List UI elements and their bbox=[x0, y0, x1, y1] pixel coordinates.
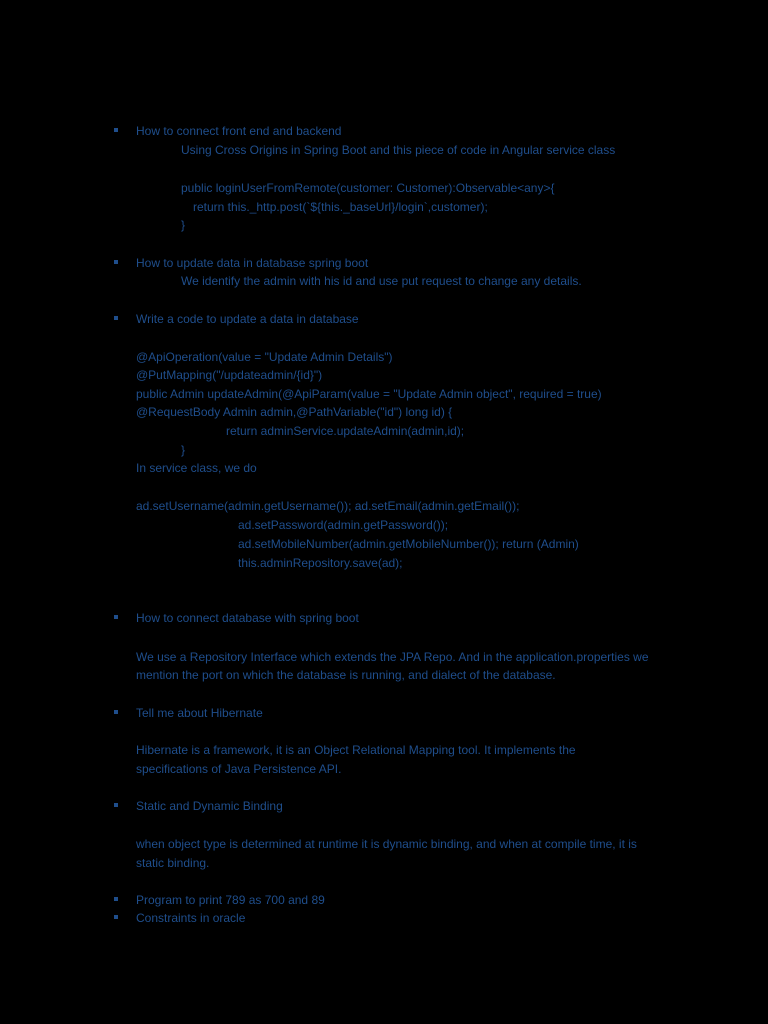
code-line: this.adminRepository.save(ad); bbox=[238, 556, 403, 570]
question-heading: How to update data in database spring boot bbox=[136, 256, 369, 270]
code-line: } bbox=[181, 443, 186, 457]
code-line: ad.setUsername(admin.getUsername()); ad.setEmail(admin.getEmail()); bbox=[136, 499, 520, 513]
code-line: public loginUserFromRemote(customer: Customer):Observable<any>{ bbox=[181, 181, 555, 195]
question-heading: Program to print 789 as 700 and 89 bbox=[136, 893, 325, 907]
question-heading: Static and Dynamic Binding bbox=[136, 799, 283, 813]
bullet-marker bbox=[114, 710, 118, 714]
answer-line: In service class, we do bbox=[136, 461, 257, 475]
answer-line: specifications of Java Persistence API. bbox=[136, 762, 342, 776]
answer-line: mention the port on which the database is running, and dialect of the database. bbox=[136, 668, 556, 682]
code-line: @PutMapping("/updateadmin/{id}") bbox=[136, 368, 323, 382]
question-heading: How to connect database with spring boot bbox=[136, 611, 359, 625]
answer-line: Using Cross Origins in Spring Boot and this piece of code in Angular service class bbox=[181, 143, 616, 157]
bullet-marker bbox=[114, 615, 118, 619]
code-line: ad.setPassword(admin.getPassword()); bbox=[238, 518, 449, 532]
question-heading: How to connect front end and backend bbox=[136, 124, 342, 138]
bullet-marker bbox=[114, 260, 118, 264]
answer-line: when object type is determined at runtime it is dynamic binding, and when at compile time, it is bbox=[136, 837, 637, 851]
question-heading: Constraints in oracle bbox=[136, 911, 246, 925]
bullet-marker bbox=[114, 915, 118, 919]
code-line: @ApiOperation(value = "Update Admin Details") bbox=[136, 350, 393, 364]
question-heading: Write a code to update a data in database bbox=[136, 312, 359, 326]
answer-line: We use a Repository Interface which extends the JPA Repo. And in the application.properties we bbox=[136, 650, 649, 664]
bullet-marker bbox=[114, 316, 118, 320]
answer-line: We identify the admin with his id and use put request to change any details. bbox=[181, 274, 582, 288]
answer-line: static binding. bbox=[136, 856, 210, 870]
code-line: public Admin updateAdmin(@ApiParam(value = "Update Admin object", required = true) bbox=[136, 387, 602, 401]
code-line: @RequestBody Admin admin,@PathVariable("id") long id) { bbox=[136, 405, 453, 419]
code-line: return this._http.post(`${this._baseUrl}/login`,customer); bbox=[193, 200, 488, 214]
bullet-marker bbox=[114, 128, 118, 132]
question-heading: Tell me about Hibernate bbox=[136, 706, 263, 720]
answer-line: Hibernate is a framework, it is an Object Relational Mapping tool. It implements the bbox=[136, 743, 576, 757]
code-line: } bbox=[181, 218, 186, 232]
bullet-marker bbox=[114, 897, 118, 901]
code-line: ad.setMobileNumber(admin.getMobileNumber()); return (Admin) bbox=[238, 537, 579, 551]
bullet-marker bbox=[114, 803, 118, 807]
code-line: return adminService.updateAdmin(admin,id); bbox=[226, 424, 465, 438]
